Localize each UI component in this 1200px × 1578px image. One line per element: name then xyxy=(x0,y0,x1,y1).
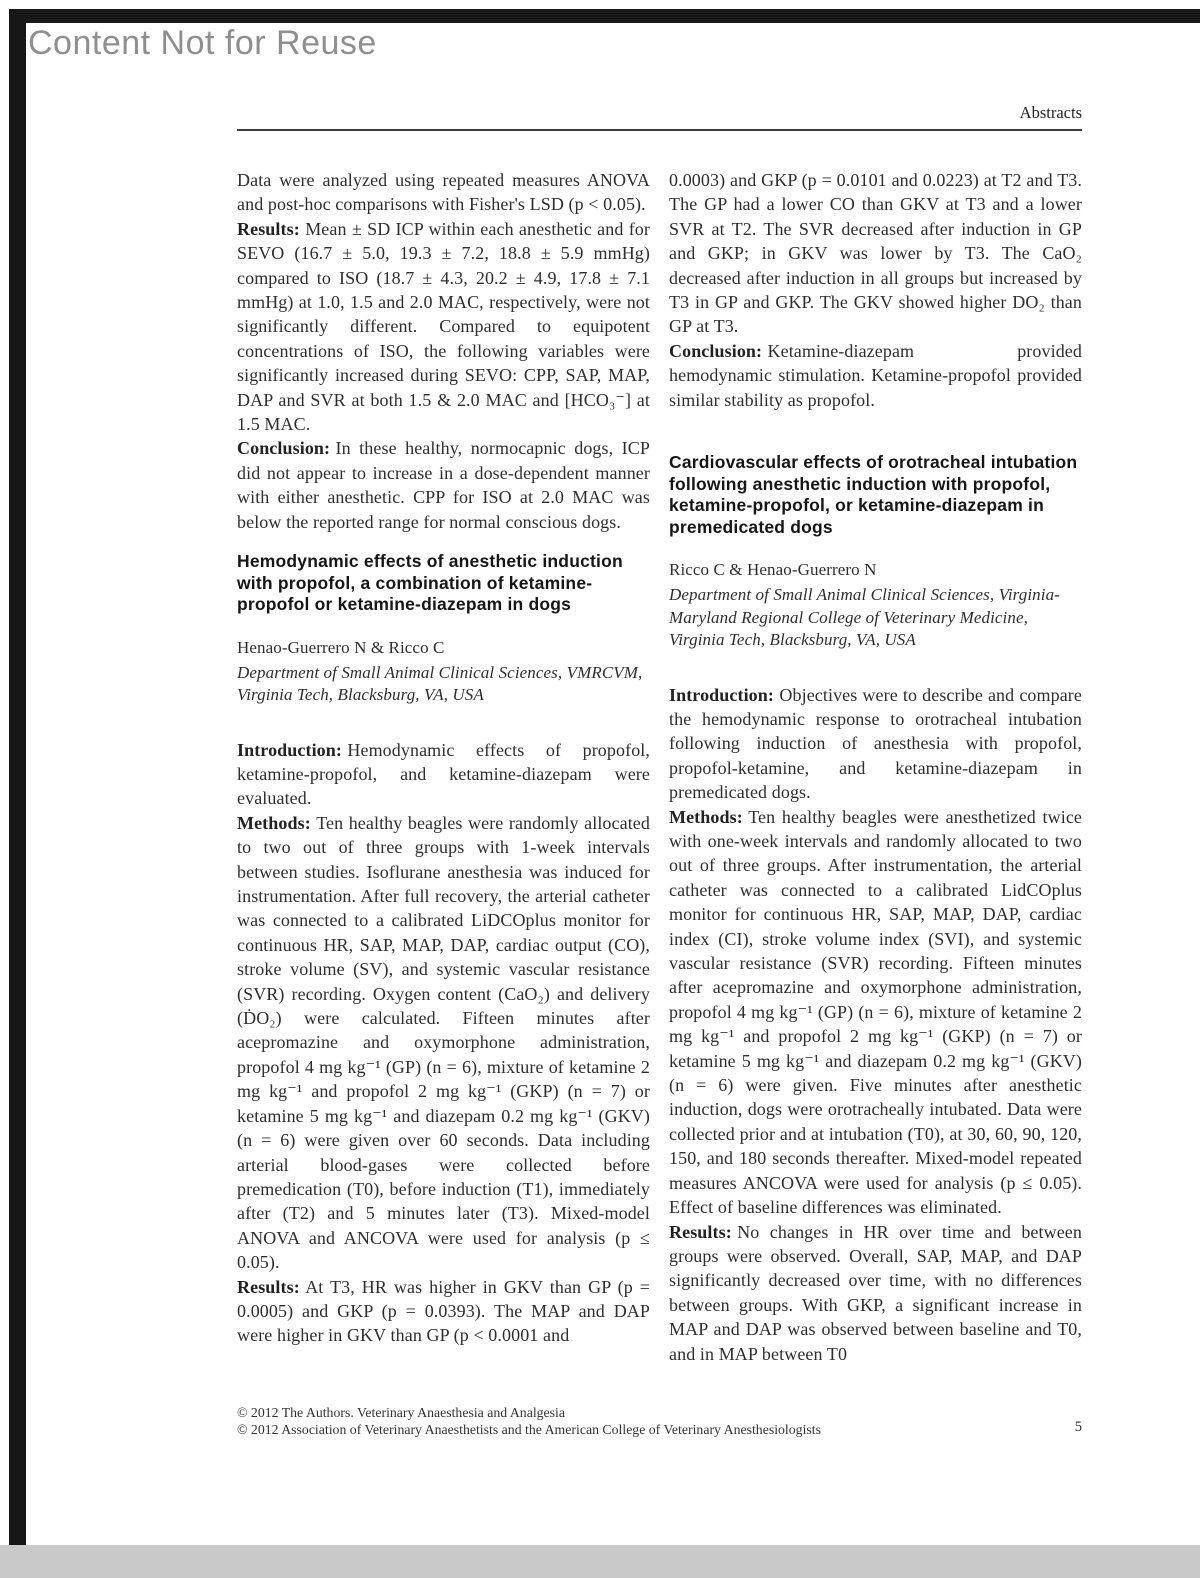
scan-border-left xyxy=(9,9,26,1545)
page-number: 5 xyxy=(1074,1419,1082,1435)
page-footer xyxy=(237,1404,1082,1438)
paragraph-text: Ten healthy beagles were anesthetized twice with one-week intervals and randomly allocated to two out of three groups. After instrumentation, the arterial catheter was connected to a calibrated LidCOplus monitor for continuous HR, SAP, MAP, DAP, cardiac index (CI), stroke volume index (SVI), and systemic vascular resistance (SVR) recording. Fifteen minutes after acepromazine and oxymorphone administration, propofol 4 mg kg⁻¹ (GP) (n = 6), mixture of ketamine 2 mg kg⁻¹ and propofol 2 mg kg⁻¹ (GKP) (n = 7) or ketamine 5 mg kg⁻¹ and diazepam 0.2 mg kg⁻¹ (GKV) (n = 6) were given. Five minutes after anesthetic induction, dogs were orotracheally intubated. Data were collected prior and at intubation (T0), at 30, 60, 90, 120, 150, and 180 seconds thereafter. Mixed-model repeated measures ANCOVA were used for analysis (p ≤ 0.05). Effect of baseline differences was eliminated. xyxy=(669,806,1082,1218)
paragraph-text: Objectives were to describe and compare the hemodynamic response to orotracheal intubation following induction of anesthesia with propofol, propofol-ketamine, and ketamine-diazepam in premedicated dogs. xyxy=(669,684,1082,803)
right-column xyxy=(669,168,1082,1402)
copyright-line-1: © 2012 The Authors. Veterinary Anaesthesia and Analgesia xyxy=(237,1405,565,1420)
affiliation-line: Department of Small Animal Clinical Sciences, VMRCVM, Virginia Tech, Blacksburg, VA, USA xyxy=(237,662,643,705)
paragraph-text: Mean ± SD ICP within each anesthetic and for SEVO (16.7 ± 5.0, 19.3 ± 7.2, 18.8 ± 5.9 mmHg) compared to ISO (18.7 ± 4.3, 20.2 ± 4.9, 17.8 ± 7.1 mmHg) at 1.0, 1.5 and 2.0 MAC, respectively, were not significantly different. Compared to equipotent concentrations of ISO, the following variables were significantly increased during SEVO: CPP, SAP, MAP, DAP and SVR at both 1.5 & 2.0 MAC and [HCO₃⁻] at 1.5 MAC. xyxy=(237,218,650,435)
section-label: Results: xyxy=(237,218,300,239)
abstract-title: Hemodynamic effects of anesthetic induction with propofol, a combination of ketamine-propofol or ketamine-diazepam in dogs xyxy=(237,551,623,615)
section-label: Conclusion: xyxy=(237,438,331,459)
paragraph-text: Data were analyzed using repeated measures ANOVA and post-hoc comparisons with Fisher's LSD (p < 0.05). xyxy=(237,170,650,215)
section-label: Introduction: xyxy=(669,684,774,705)
paragraph xyxy=(669,339,1082,412)
section-label: Results: xyxy=(237,1276,300,1297)
paragraph xyxy=(237,1275,650,1348)
paragraph xyxy=(669,805,1082,1220)
paragraph xyxy=(669,1220,1082,1366)
paragraph xyxy=(237,811,650,1275)
paragraph-text: 0.0003) and GKP (p = 0.0101 and 0.0223) at T2 and T3. The GP had a lower CO than GKV at T3 and a lower SVR at T2. The SVR decreased after induction in GP and GKP; in GKV was lower by T3. The CaO₂ decreased after induction in all groups but increased by T3 in GP and GKP. The GKV showed higher DO₂ than GP at T3. xyxy=(669,170,1082,337)
scan-border-top xyxy=(9,9,1200,23)
running-head: Abstracts xyxy=(1019,103,1082,122)
paragraph-text: At T3, HR was higher in GKV than GP (p = 0.0005) and GKP (p = 0.0393). The MAP and DAP were higher in GKV than GP (p < 0.0001 and xyxy=(237,1276,650,1346)
paragraph xyxy=(237,217,650,437)
paragraph-text: Ketamine-diazepam provided hemodynamic stimulation. Ketamine-propofol provided similar stability as propofol. xyxy=(669,340,1082,410)
section-label: Results: xyxy=(669,1221,732,1242)
paragraph xyxy=(237,738,650,811)
paragraph-text: Hemodynamic effects of propofol, ketamine-propofol, and ketamine-diazepam were evaluated. xyxy=(237,739,650,809)
section-label: Introduction: xyxy=(237,739,342,760)
watermark: Content Not for Reuse xyxy=(28,24,377,62)
abstracts-body xyxy=(237,168,1082,1402)
paragraph xyxy=(237,436,650,534)
paragraph-text: In these healthy, normocapnic dogs, ICP did not appear to increase in a dose-dependent manner with either anesthetic. CPP for ISO at 2.0 MAC was below the reported range for normal conscious dogs. xyxy=(237,438,650,532)
affiliation-line: Department of Small Animal Clinical Sciences, Virginia-Maryland Regional College of Veterinary Medicine, Virginia Tech, Blacksburg, VA, USA xyxy=(669,585,1060,650)
left-column xyxy=(237,168,650,1402)
paragraph-text: No changes in HR over time and between groups were observed. Overall, SAP, MAP, and DAP significantly decreased over time, with no differences between groups. With GKP, a significant increase in MAP and DAP was observed between baseline and T0, and in MAP between T0 xyxy=(669,1221,1082,1364)
paragraph xyxy=(669,683,1082,805)
paragraph xyxy=(237,168,650,217)
copyright-line-2: © 2012 Association of Veterinary Anaesthetists and the American College of Veterinary Anesthesiologists xyxy=(237,1422,821,1437)
section-label: Methods: xyxy=(237,812,311,833)
authors-line: Ricco C & Henao-Guerrero N xyxy=(669,560,877,580)
paragraph xyxy=(669,168,1082,339)
header-rule xyxy=(237,129,1082,131)
section-label: Methods: xyxy=(669,806,743,827)
paragraph-text: Ten healthy beagles were randomly allocated to two out of three groups with 1-week intervals between studies. Isoflurane anesthesia was induced for instrumentation. After full recovery, the arterial catheter was connected to a calibrated LiDCOplus monitor for continuous HR, SAP, MAP, DAP, cardiac output (CO), stroke volume (SV), and systemic vascular resistance (SVR) recording. Oxygen content (CaO₂) and delivery (ḊO₂) were calculated. Fifteen minutes after acepromazine and oxymorphone administration, propofol 4 mg kg⁻¹ (GP) (n = 6), mixture of ketamine 2 mg kg⁻¹ and propofol 2 mg kg⁻¹ (GKP) (n = 7) or ketamine 5 mg kg⁻¹ and diazepam 0.2 mg kg⁻¹ (GKV) (n = 6) were given over 60 seconds. Data including arterial blood-gases were collected before premedication (T0), before induction (T1), immediately after (T2) and 5 minutes later (T3). Mixed-model ANOVA and ANCOVA were used for analysis (p ≤ 0.05). xyxy=(237,812,650,1273)
page-bottom-strip xyxy=(0,1545,1200,1578)
authors-line: Henao-Guerrero N & Ricco C xyxy=(237,637,445,657)
abstract-title: Cardiovascular effects of orotracheal intubation following anesthetic induction with propofol, ketamine-propofol, or ketamine-diazepam in premedicated dogs xyxy=(669,452,1078,537)
section-label: Conclusion: xyxy=(669,340,763,361)
